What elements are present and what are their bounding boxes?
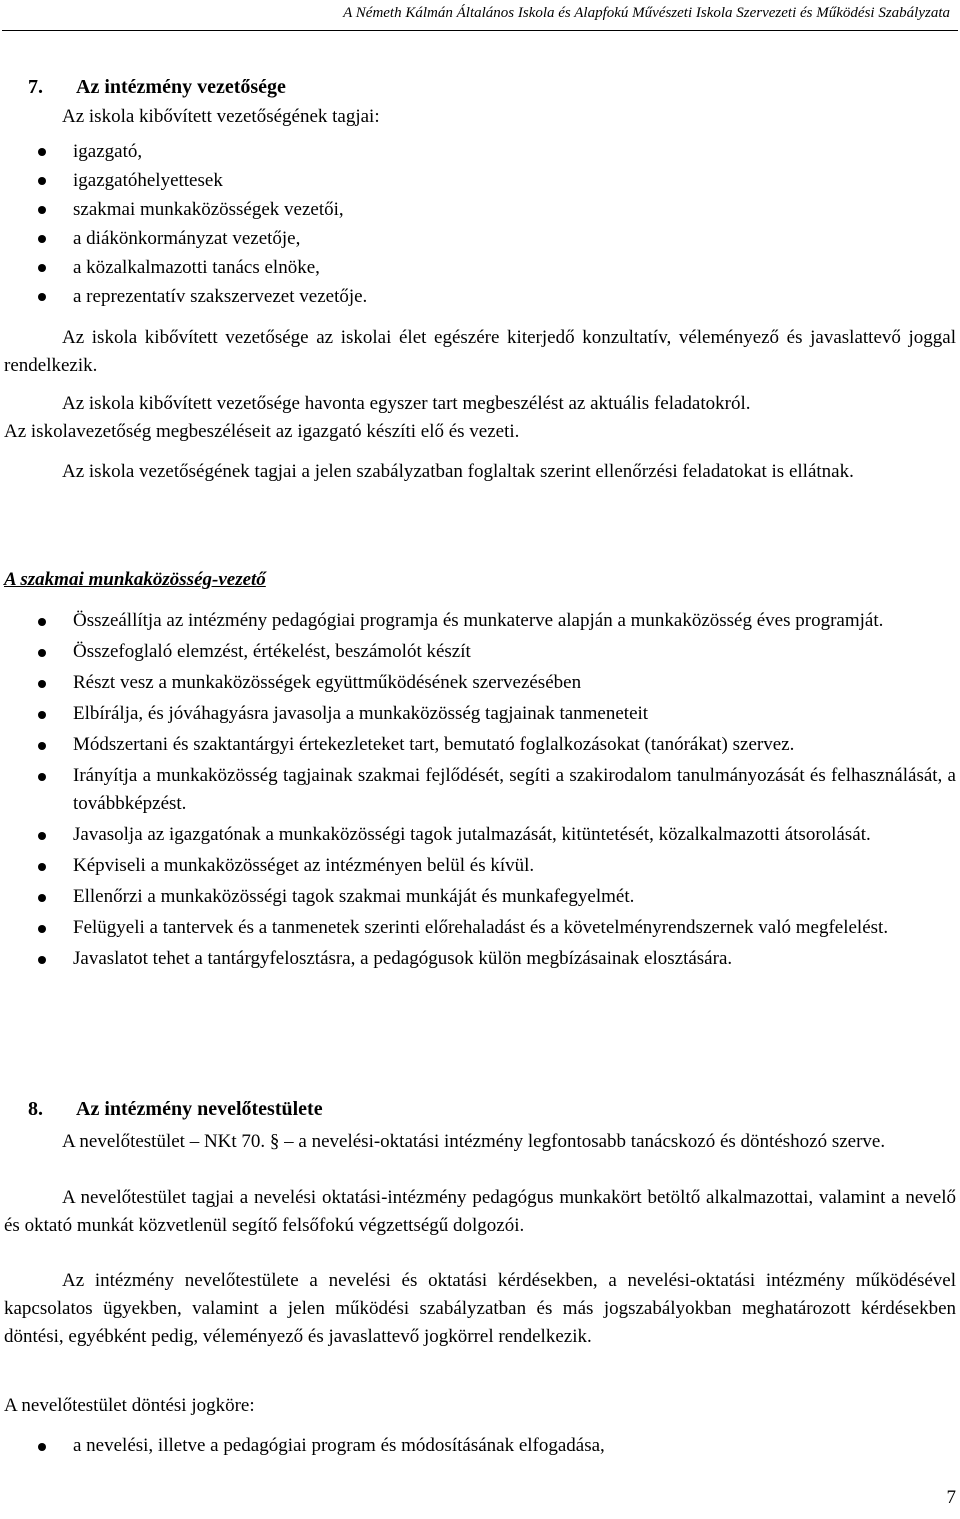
section-8-number: 8. (28, 1098, 43, 1120)
section-8-rights-intro: A nevelőtestület döntési jogköre: (4, 1395, 255, 1416)
section-7-title: Az intézmény vezetősége (76, 76, 286, 98)
section-7-para-2b: Az iskolavezetőség megbeszéléseit az igazgató készíti elő és vezeti. (4, 421, 520, 442)
list-item: szakmai munkaközösségek vezetői, (0, 195, 880, 224)
section-8-para-2: A nevelőtestület tagjai a nevelési oktatási-intézmény pedagógus munkakört betöltő alkalmazottai, valamint a nevelő és oktató munkát közvetlenül segítő felsőfokú végzettségű dolgozói. (4, 1187, 956, 1236)
list-item: a diákönkormányzat vezetője, (0, 224, 880, 253)
section-7-number: 7. (28, 76, 43, 98)
list-item: igazgató, (0, 137, 880, 166)
section-7-para-2: Az iskola kibővített vezetősége havonta egyszer tart megbeszélést az aktuális feladatokról. (62, 393, 751, 414)
list-item: Elbírálja, és jóváhagyásra javasolja a munkaközösség tagjainak tanmeneteit (0, 700, 956, 728)
list-item: a reprezentatív szakszervezet vezetője. (0, 282, 880, 311)
list-item: Javasolja az igazgatónak a munkaközösségi tagok jutalmazását, kitüntetését, közalkalmazotti átsorolását. (0, 821, 956, 849)
header-divider (2, 30, 958, 31)
list-item: Részt vesz a munkaközösségek együttműködésének szervezésében (0, 669, 956, 697)
list-item: Összefoglaló elemzést, értékelést, beszámolót készít (0, 638, 956, 666)
section-8-para-1: A nevelőtestület – NKt 70. § – a nevelési-oktatási intézmény legfontosabb tanácskozó és döntéshozó szerve. (62, 1131, 886, 1152)
list-item: Javaslatot tehet a tantárgyfelosztásra, a pedagógusok külön megbízásainak elosztására. (0, 945, 956, 973)
section-7-para-3: Az iskola vezetőségének tagjai a jelen szabályzatban foglaltak szerint ellenőrzési feladatokat is ellátnak. (62, 461, 854, 482)
members-list (0, 137, 880, 311)
rights-list (0, 1432, 956, 1460)
page-number: 7 (946, 1487, 956, 1508)
list-item: a nevelési, illetve a pedagógiai program és módosításának elfogadása, (0, 1432, 956, 1460)
list-item: Ellenőrzi a munkaközösségi tagok szakmai munkáját és munkafegyelmét. (0, 883, 956, 911)
section-8-heading (28, 1095, 323, 1123)
leader-heading: A szakmai munkaközösség-vezető (4, 569, 266, 590)
section-7-heading (28, 73, 286, 101)
section-7-intro: Az iskola kibővített vezetőségének tagjai: (62, 106, 380, 127)
list-item: Összeállítja az intézmény pedagógiai programja és munkaterve alapján a munkaközösség éves programját. (0, 607, 956, 635)
section-8-para-3: Az intézmény nevelőtestülete a nevelési és oktatási kérdésekben, a nevelési-oktatási intézmény működésével kapcsolatos ügyekben, valamint a jelen működési szabályzatban és más jogszabályokban meghatározott kérdésekben döntési, egyébként pedig, véleményező és javaslattevő jogkörrel rendelkezik. (4, 1270, 956, 1347)
list-item: Irányítja a munkaközösség tagjainak szakmai fejlődését, segíti a szakirodalom tanulmányozását és felhasználását, a továbbképzést. (0, 762, 956, 818)
list-item: igazgatóhelyettesek (0, 166, 880, 195)
section-7-para-1: Az iskola kibővített vezetősége az iskolai élet egészére kiterjedő konzultatív, véleményező és javaslattevő joggal rendelkezik. (4, 327, 956, 376)
list-item: a közalkalmazotti tanács elnöke, (0, 253, 880, 282)
section-8-title: Az intézmény nevelőtestülete (76, 1098, 323, 1120)
list-item: Képviseli a munkaközösséget az intézményen belül és kívül. (0, 852, 956, 880)
list-item: Felügyeli a tantervek és a tanmenetek szerinti előrehaladást és a követelményrendszernek való megfelelést. (0, 914, 956, 942)
leader-duties-list (0, 607, 956, 973)
list-item: Módszertani és szaktantárgyi értekezleteket tart, bemutató foglalkozásokat (tanórákat) szervez. (0, 731, 956, 759)
page-header: A Németh Kálmán Általános Iskola és Alapfokú Művészeti Iskola Szervezeti és Működési Szabályzata (343, 5, 950, 21)
